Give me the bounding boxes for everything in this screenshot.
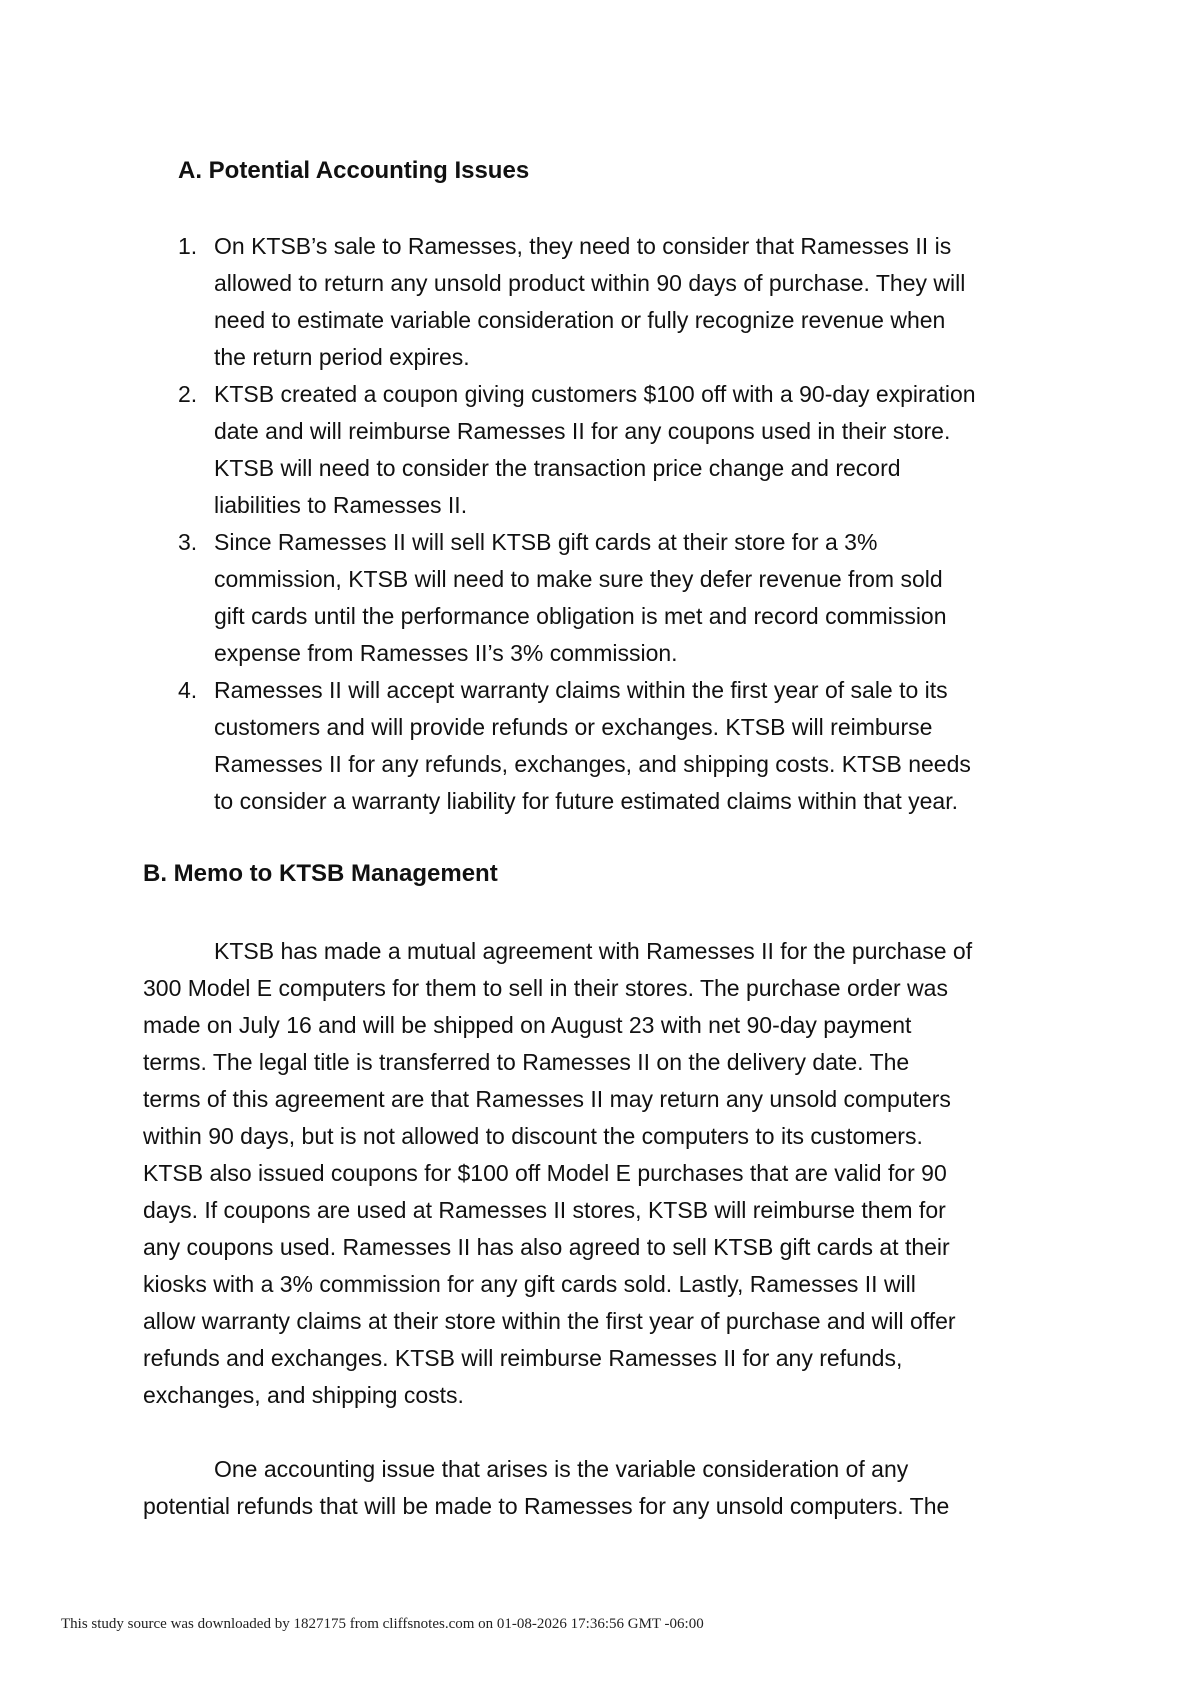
text-line: within 90 days, but is not allowed to discount the computers to its customers. (143, 1123, 923, 1149)
text-line: made on July 16 and will be shipped on August 23 with net 90-day payment (143, 1012, 912, 1038)
text-line: refunds and exchanges. KTSB will reimburse Ramesses II for any refunds, (143, 1345, 903, 1371)
text-line: customers and will provide refunds or exchanges. KTSB will reimburse (214, 714, 933, 740)
text-line: One accounting issue that arises is the variable consideration of any (214, 1456, 909, 1482)
item-number: 2. (178, 381, 198, 407)
text-line: exchanges, and shipping costs. (143, 1382, 464, 1408)
text-line: On KTSB’s sale to Ramesses, they need to consider that Ramesses II is (214, 233, 952, 259)
text-line: kiosks with a 3% commission for any gift cards sold. Lastly, Ramesses II will (143, 1271, 916, 1297)
text-line: 300 Model E computers for them to sell in their stores. The purchase order was (143, 975, 948, 1001)
section-a-heading: A. Potential Accounting Issues (178, 157, 530, 184)
text-line: KTSB has made a mutual agreement with Ramesses II for the purchase of (214, 938, 973, 964)
text-line: need to estimate variable consideration or fully recognize revenue when (214, 307, 946, 333)
text-line: commission, KTSB will need to make sure they defer revenue from sold (214, 566, 943, 592)
text-line: terms. The legal title is transferred to Ramesses II on the delivery date. The (143, 1049, 910, 1075)
list-item (178, 672, 1078, 820)
section-b-heading: B. Memo to KTSB Management (143, 860, 498, 887)
item-number: 1. (178, 233, 198, 259)
text-line: KTSB will need to consider the transaction price change and record (214, 455, 901, 481)
text-line: terms of this agreement are that Ramesses II may return any unsold computers (143, 1086, 951, 1112)
item-number: 3. (178, 529, 198, 555)
text-line: Ramesses II for any refunds, exchanges, and shipping costs. KTSB needs (214, 751, 971, 777)
list-item (178, 524, 1078, 672)
download-footer: This study source was downloaded by 1827175 from cliffsnotes.com on 01-08-2026 17:36:56 GMT -06:00 (61, 1616, 704, 1632)
text-line: allow warranty claims at their store within the first year of purchase and will offer (143, 1308, 956, 1334)
text-line: days. If coupons are used at Ramesses II stores, KTSB will reimburse them for (143, 1197, 946, 1223)
text-line: KTSB created a coupon giving customers $100 off with a 90-day expiration (214, 381, 976, 407)
text-line: to consider a warranty liability for future estimated claims within that year. (214, 788, 958, 814)
text-line: any coupons used. Ramesses II has also agreed to sell KTSB gift cards at their (143, 1234, 950, 1260)
text-line: KTSB also issued coupons for $100 off Model E purchases that are valid for 90 (143, 1160, 947, 1186)
list-item (178, 376, 1078, 524)
text-line: the return period expires. (214, 344, 470, 370)
memo-paragraph (143, 1451, 1083, 1525)
item-number: 4. (178, 677, 198, 703)
accounting-issues-list (178, 228, 1078, 820)
memo-paragraph (143, 933, 1083, 1414)
text-line: Since Ramesses II will sell KTSB gift cards at their store for a 3% (214, 529, 878, 555)
text-line: date and will reimburse Ramesses II for any coupons used in their store. (214, 418, 951, 444)
text-line: Ramesses II will accept warranty claims within the first year of sale to its (214, 677, 948, 703)
text-line: allowed to return any unsold product within 90 days of purchase. They will (214, 270, 966, 296)
text-line: potential refunds that will be made to Ramesses for any unsold computers. The (143, 1493, 950, 1519)
text-line: expense from Ramesses II’s 3% commission. (214, 640, 678, 666)
text-line: liabilities to Ramesses II. (214, 492, 468, 518)
text-line: gift cards until the performance obligation is met and record commission (214, 603, 947, 629)
list-item (178, 228, 1078, 376)
